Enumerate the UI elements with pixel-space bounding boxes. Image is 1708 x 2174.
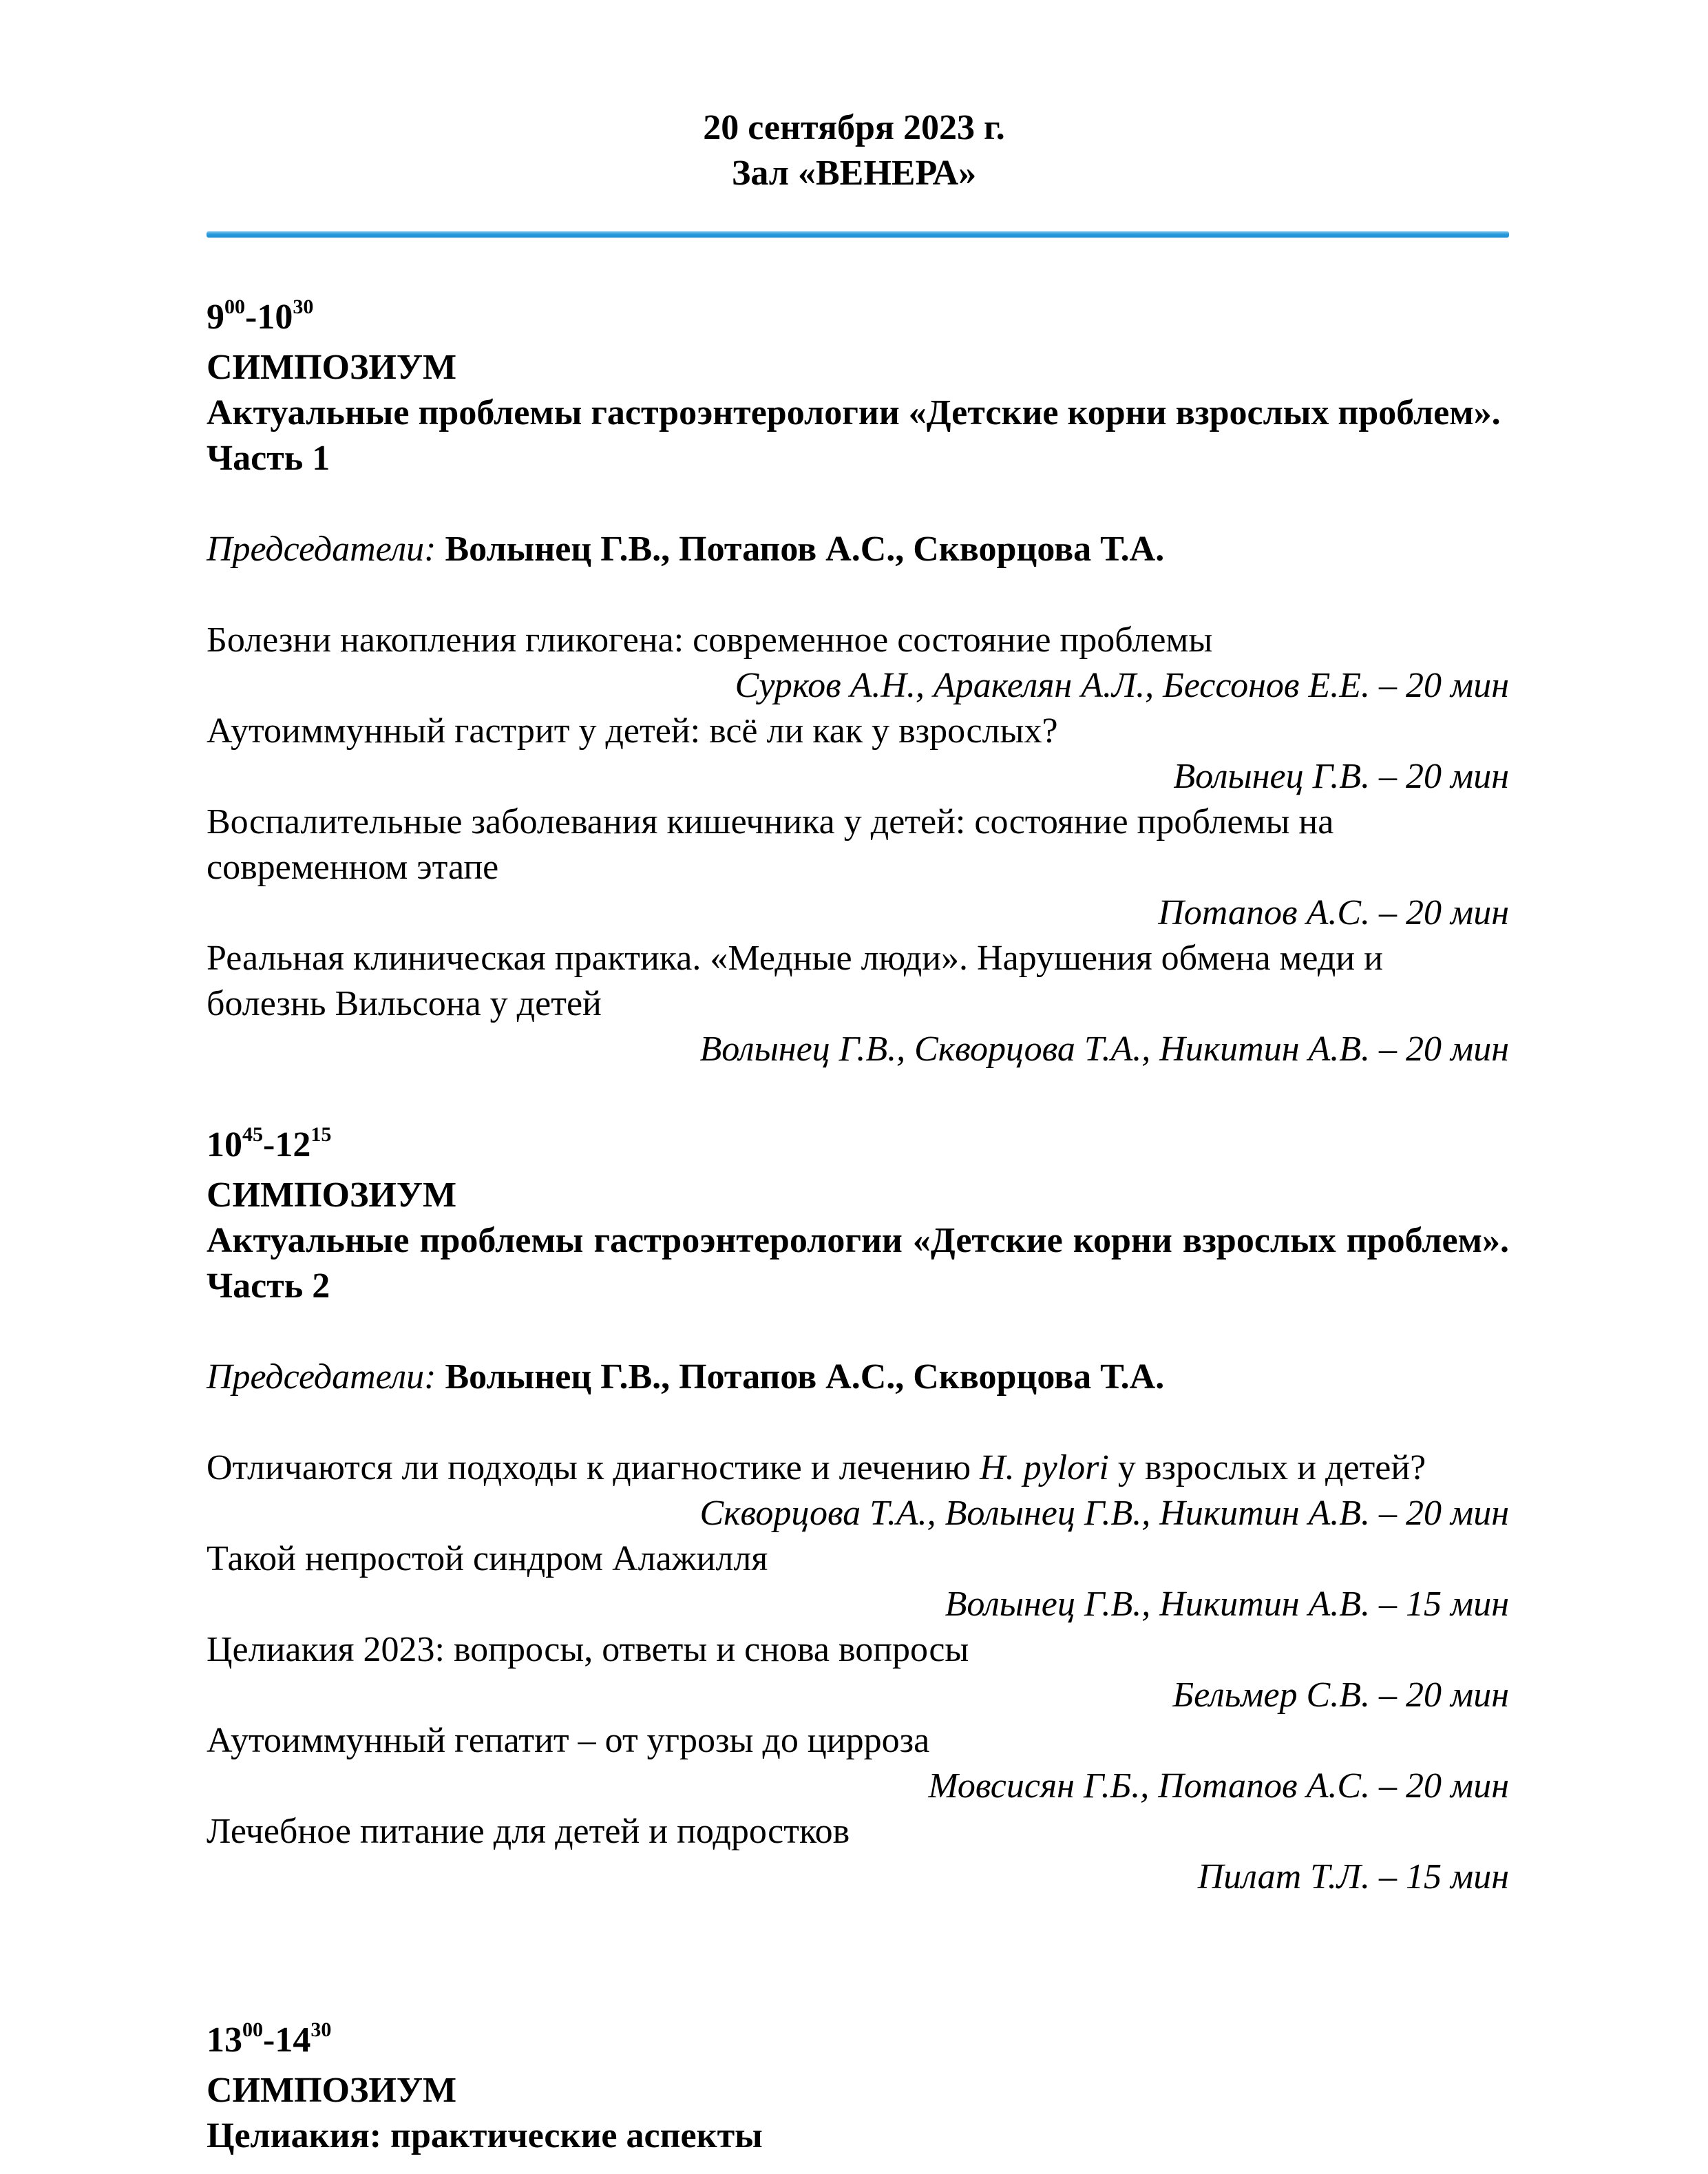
- chairs-names: Волынец Г.В., Потапов А.С., Скворцова Т.А.: [445, 1357, 1165, 1397]
- session-time: $10^{45}-12^{15}$: [207, 1123, 332, 1164]
- session-kind: СИМПОЗИУМ: [207, 2071, 457, 2110]
- talk-title: Такой непростой синдром Алажилля: [207, 1539, 768, 1578]
- session-2: [207, 1122, 1509, 1900]
- talk-list: [207, 618, 1509, 1072]
- talk-title: Аутоиммунный гепатит – от угрозы до цирроза: [207, 1721, 930, 1760]
- chairs-names: Волынец Г.В., Потапов А.С., Скворцова Т.А.: [445, 530, 1165, 569]
- talk-item: [207, 1536, 1509, 1627]
- talk-authors: Волынец Г.В., Никитин А.В. – 15 мин: [945, 1585, 1509, 1624]
- header-divider: [207, 231, 1509, 238]
- talk-title: Отличаются ли подходы к диагностике и лечению H. pylori у взрослых и детей?: [207, 1448, 1426, 1487]
- session-title: Актуальные проблемы гастроэнтерологии «Детские корни взрослых проблем». Часть 1: [207, 393, 1501, 478]
- session-kind: СИМПОЗИУМ: [207, 348, 457, 387]
- talk-authors: Скворцова Т.А., Волынец Г.В., Никитин А.В. – 20 мин: [699, 1494, 1509, 1533]
- talk-authors: Сурков А.Н., Аракелян А.Л., Бессонов Е.Е. – 20 мин: [735, 666, 1509, 705]
- talk-authors: Бельмер С.В. – 20 мин: [1172, 1675, 1509, 1715]
- talk-item: [207, 709, 1509, 799]
- organism-name: H. pylori: [980, 1448, 1109, 1487]
- session-kind: СИМПОЗИУМ: [207, 1175, 457, 1215]
- talk-authors: Волынец Г.В. – 20 мин: [1173, 757, 1509, 796]
- session-chairs: [207, 1355, 1509, 1400]
- talk-item: [207, 936, 1509, 1072]
- talk-item: [207, 799, 1509, 936]
- talk-title: Лечебное питание для детей и подростков: [207, 1812, 850, 1851]
- hall-name: Зал «ВЕНЕРА»: [731, 154, 977, 193]
- session-title: Актуальные проблемы гастроэнтерологии «Детские корни взрослых проблем». Часть 2: [207, 1221, 1509, 1306]
- talk-authors: Волынец Г.В., Скворцова Т.А., Никитин А.В. – 20 мин: [699, 1029, 1509, 1069]
- talk-authors: Потапов А.С. – 20 мин: [1158, 893, 1509, 932]
- session-chairs: [207, 527, 1509, 572]
- talk-authors: Пилат Т.Л. – 15 мин: [1197, 1857, 1509, 1896]
- talk-title: Воспалительные заболевания кишечника у детей: состояние проблемы на современном этапе: [207, 802, 1334, 887]
- event-date: 20 сентября 2023 г.: [703, 108, 1005, 147]
- session-time: $13^{00}-14^{30}$: [207, 2018, 332, 2060]
- talk-list: [207, 1445, 1509, 1900]
- session-title: Целиакия: практические аспекты: [207, 2116, 763, 2155]
- talk-item: [207, 618, 1509, 709]
- session-1: [207, 295, 1509, 1072]
- talk-authors: Мовсисян Г.Б., Потапов А.С. – 20 мин: [928, 1766, 1509, 1806]
- session-time: $9^{00}-10^{30}$: [207, 295, 314, 337]
- talk-item: [207, 1627, 1509, 1718]
- session-3: [207, 2018, 1509, 2159]
- talk-title: Болезни накопления гликогена: современное состояние проблемы: [207, 620, 1213, 660]
- talk-item: [207, 1445, 1509, 1536]
- chairs-label: Председатели:: [207, 1357, 436, 1397]
- talk-title: Аутоиммунный гастрит у детей: всё ли как у взрослых?: [207, 711, 1058, 751]
- talk-item: [207, 1809, 1509, 1900]
- talk-item: [207, 1718, 1509, 1809]
- talk-title: Реальная клиническая практика. «Медные люди». Нарушения обмена меди и болезнь Вильсона у детей: [207, 939, 1383, 1023]
- chairs-label: Председатели:: [207, 530, 436, 569]
- talk-title: Целиакия 2023: вопросы, ответы и снова вопросы: [207, 1630, 969, 1669]
